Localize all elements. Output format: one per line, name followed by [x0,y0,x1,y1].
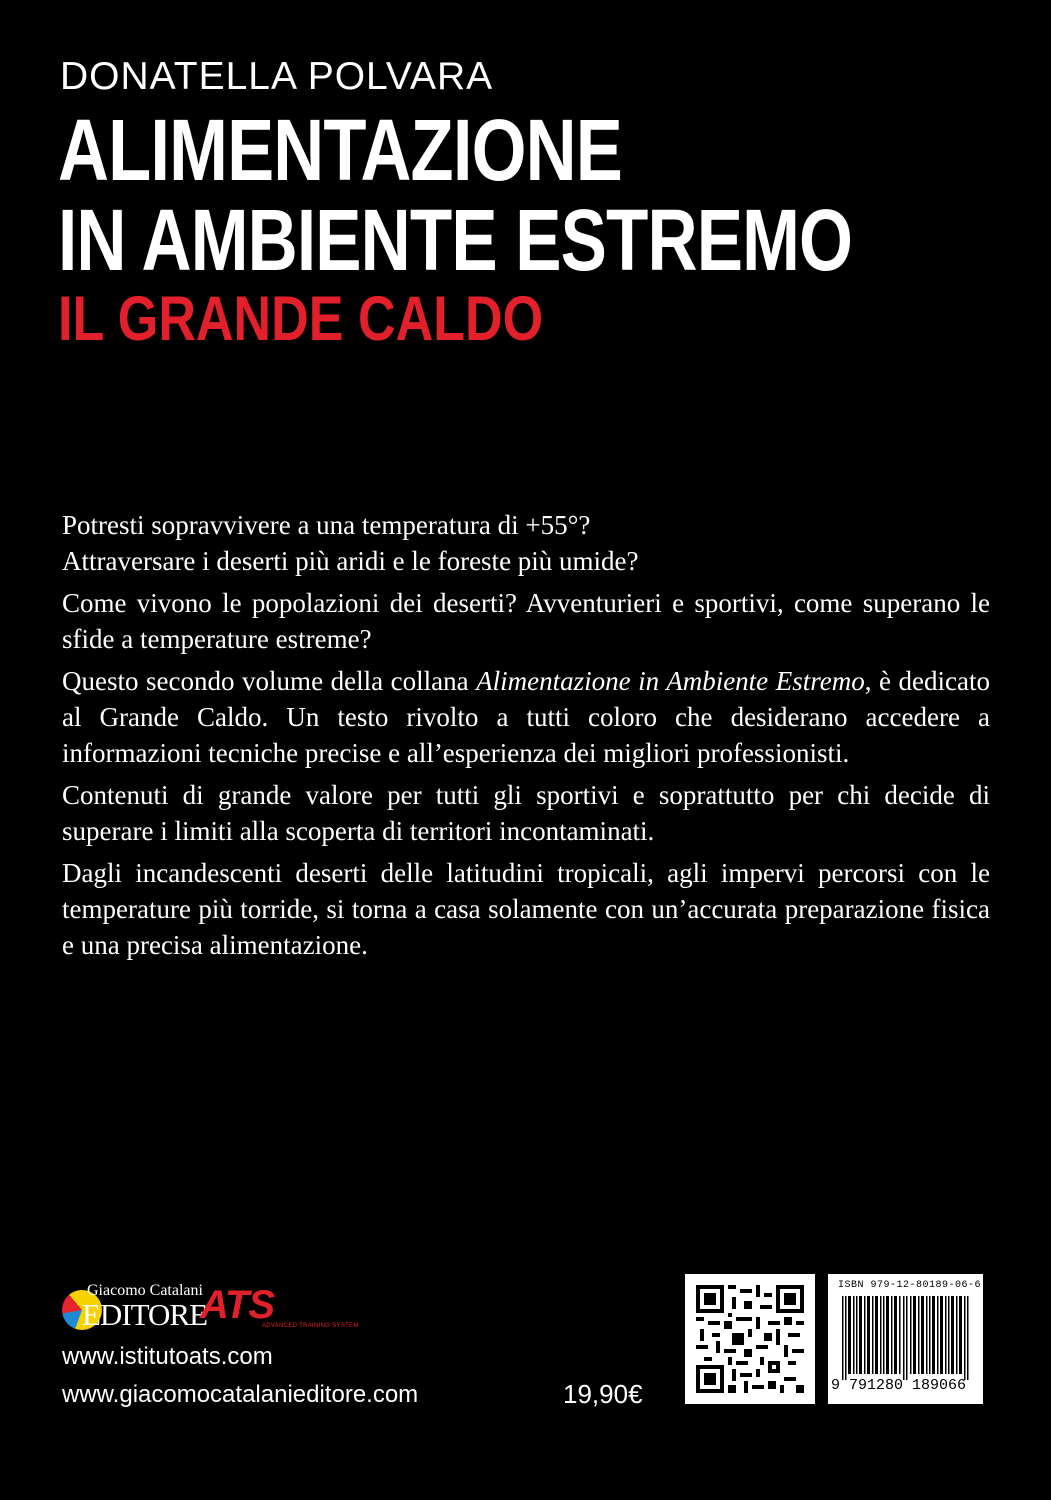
ean-digits: 9 791280 189066 [831,1377,967,1394]
qr-code-icon [696,1285,804,1393]
barcode [828,1274,983,1404]
blurb-paragraph-3 [62,663,990,771]
blurb-paragraph-4: Contenuti di grande valore per tutti gli sportivi e soprattutto per chi decide di superare i limiti alla scoperta di territori incontaminati. [62,780,990,846]
blurb-text-run: Questo secondo volume della collana [62,666,477,696]
book-subtitle: IL GRANDE CALDO [58,283,544,355]
author-name: DONATELLA POLVARA [60,55,494,98]
blurb-line: Attraversare i deserti più aridi e le foreste più umide? [62,546,639,576]
blurb-line: Potresti sopravvivere a una temperatura di +55°? [62,510,591,540]
book-title-line-1: ALIMENTAZIONE [58,100,622,199]
blurb-paragraph-1b [62,543,990,579]
publisher-name-large: EDITORE [82,1297,208,1332]
website-url-ats: www.istitutoats.com [62,1343,273,1370]
barcode-icon [842,1296,970,1380]
price: 19,90€ [563,1379,643,1409]
blurb-paragraph-2: Come vivono le popolazioni dei deserti? Avventurieri e sportivi, come superano le sfide a temperature estreme? [62,588,990,654]
book-title-line-2: IN AMBIENTE ESTREMO [58,190,853,289]
ats-logo: ATS [200,1283,275,1327]
qr-code [685,1274,815,1404]
website-url-publisher: www.giacomocatalanieditore.com [62,1381,419,1408]
blurb-text-run: , è dedicato al Grande Caldo. Un testo rivolto a tutti coloro che desiderano accedere a informazioni tecniche precise e all’esperienza dei migliori professionisti. [62,666,990,768]
blurb-paragraph-1 [62,507,990,543]
series-title: Alimentazione in Ambiente Estremo [476,666,865,696]
isbn-label: ISBN 979-12-80189-06-6 [838,1280,982,1291]
ats-tagline: ADVANCED TRAINING SYSTEM [262,1323,359,1329]
blurb-paragraph-5: Dagli incandescenti deserti delle latitudini tropicali, agli impervi percorsi con le temperature più torride, si torna a casa solamente con un’accurata preparazione fisica e una precisa alimentazione. [62,858,990,960]
blurb-text [62,507,990,969]
publisher-name-small: Giacomo Catalani [87,1282,203,1299]
